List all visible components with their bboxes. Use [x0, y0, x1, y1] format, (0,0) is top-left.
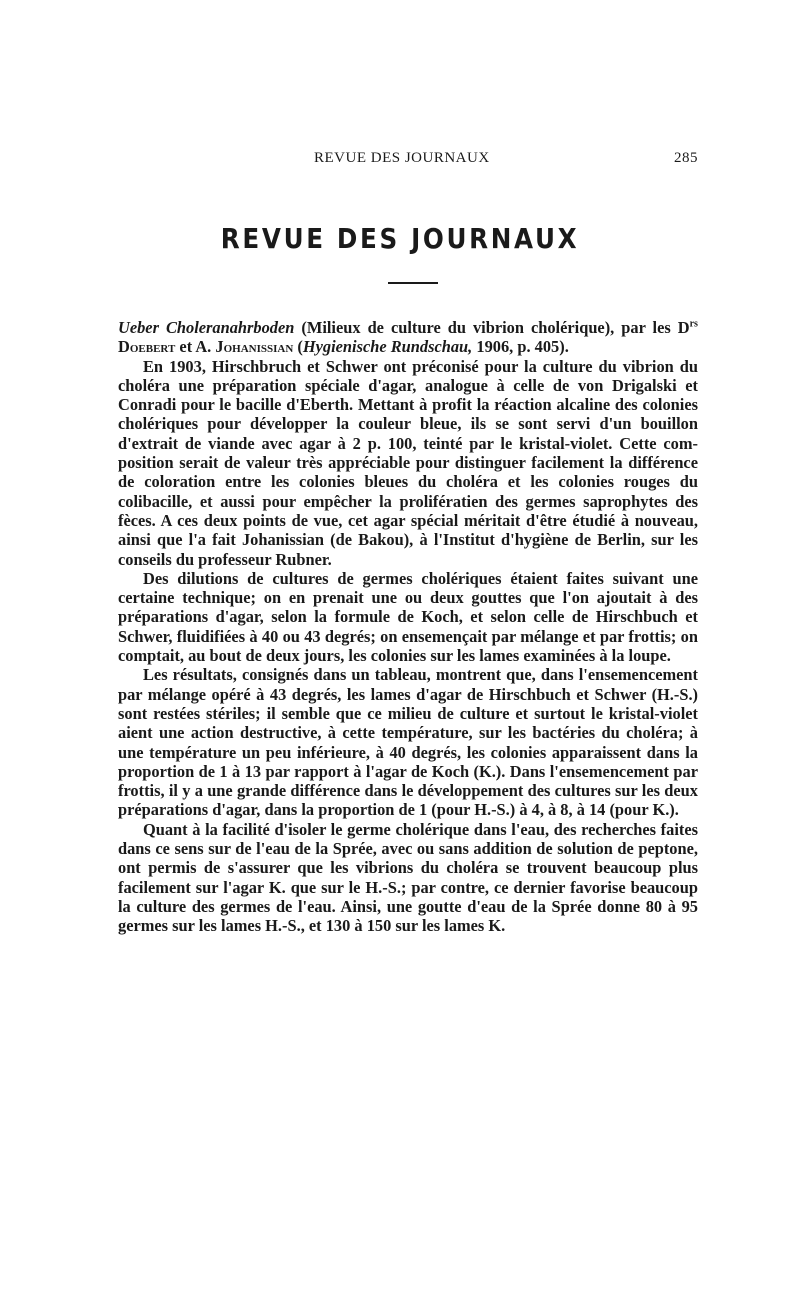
journal-name: Hygienische Rundschau, [302, 337, 473, 357]
section-title: REVUE DES JOURNAUX [220, 222, 580, 255]
paragraph: En 1903, Hirschbruch et Schwer ont préconisé pour la culture du vibrion du choléra une préparation spéciale d'agar, analogue à celle de von Drigalski et Conradi pour le bacille d'Eberth. Mettant à profit la réaction alcaline des colonies cholériques pour développer la couleur bleue, ils se sont servi d'un bouillon d'extrait de viande avec agar à 2 p. 100, teinté par le kristal-violet. Cette composition serait de valeur très appréciable pour distinguer facilement la différence de coloration entre les colonies bleues du choléra et les colonies rouges du colibacille, et aussi pour empêcher la prolifératien des germes saprophytes des fèces. A ces deux points de vue, cet agar spécial méritait d'être étudié à nouveau, ainsi que l'a fait Johanissian (de Bakou), à l'Institut d'hygiène de Berlin, sur les conseils du professeur Rubner. [118, 356, 698, 569]
paragraph: Des dilutions de cultures de germes cholériques étaient faites suivant une certaine technique; on en prenait une ou deux gouttes que l'on ajoutait à des préparations d'agar, selon la formule de Koch, et selon celle de Hirschbuch et Schwer, fluidifiées à 40 ou 43 degrés; on ensemençait par mélange et par frottis; on comptait, au bout de deux jours, les colonies sur les lames examinées à la loupe. [118, 568, 698, 666]
doctors-abbrev: D [677, 318, 690, 337]
german-title: Ueber Choleranahrboden [118, 318, 295, 337]
paragraph: Les résultats, consignés dans un tableau, montrent que, dans l'ensemencement par mélange opéré à 43 degrés, les lames d'agar de Hirschbuch et Schwer (H.-S.) sont restées stériles; il semble que ce milieu de culture et surtout le kristal-violet aient une action destructive, à cette température, sur les bactéries du choléra; à une température un peu inférieure, à 40 degrés, les colonies apparaissent dans la proportion de 1 à 13 par rapport à l'agar de Koch (K.). Dans l'ensemencement par frottis, il y a une grande différence dans le développement des cultures sur les deux préparations d'agar, dans la proportion de 1 (pour H.-S.) à 4, à 8, à 14 (pour K.). [118, 665, 698, 820]
title-rule [388, 282, 438, 284]
citation: Ueber Choleranahrboden (Milieux de culture du vibrion cholérique), par les $D^{rs}$ Doebert et A. Johanissian (Hygienische Rundschau, 1906, p. 405). [118, 318, 698, 357]
author-doebert: Doebert [118, 337, 176, 357]
doctors-sup: rs [689, 318, 698, 330]
translation: (Milieux de culture du vibrion cholérique), [301, 318, 615, 337]
paragraph: Quant à la facilité d'isoler le germe cholérique dans l'eau, des recherches faites dans ce sens sur de l'eau de la Sprée, avec ou sans addition de solution de peptone, ont permis de s'assurer que les vibrions du choléra se trouvent beaucoup plus facilement sur l'agar K. que sur le H.-S.; par contre, ce dernier favorise beaucoup la culture des germes de l'eau. Ainsi, une goutte d'eau de la Sprée donne 80 à 95 germes sur les lames H.-S., et 130 à 150 sur les lames K. [118, 819, 698, 936]
article-body [118, 318, 698, 936]
by-text: par les [621, 318, 671, 337]
author-johanissian: Johanissian [215, 337, 294, 357]
and-text: et A. [179, 337, 212, 357]
year-pages: 1906, p. 405). [476, 337, 569, 357]
page-number: 285 [674, 150, 698, 166]
running-title: REVUE DES JOURNAUX [314, 150, 490, 166]
